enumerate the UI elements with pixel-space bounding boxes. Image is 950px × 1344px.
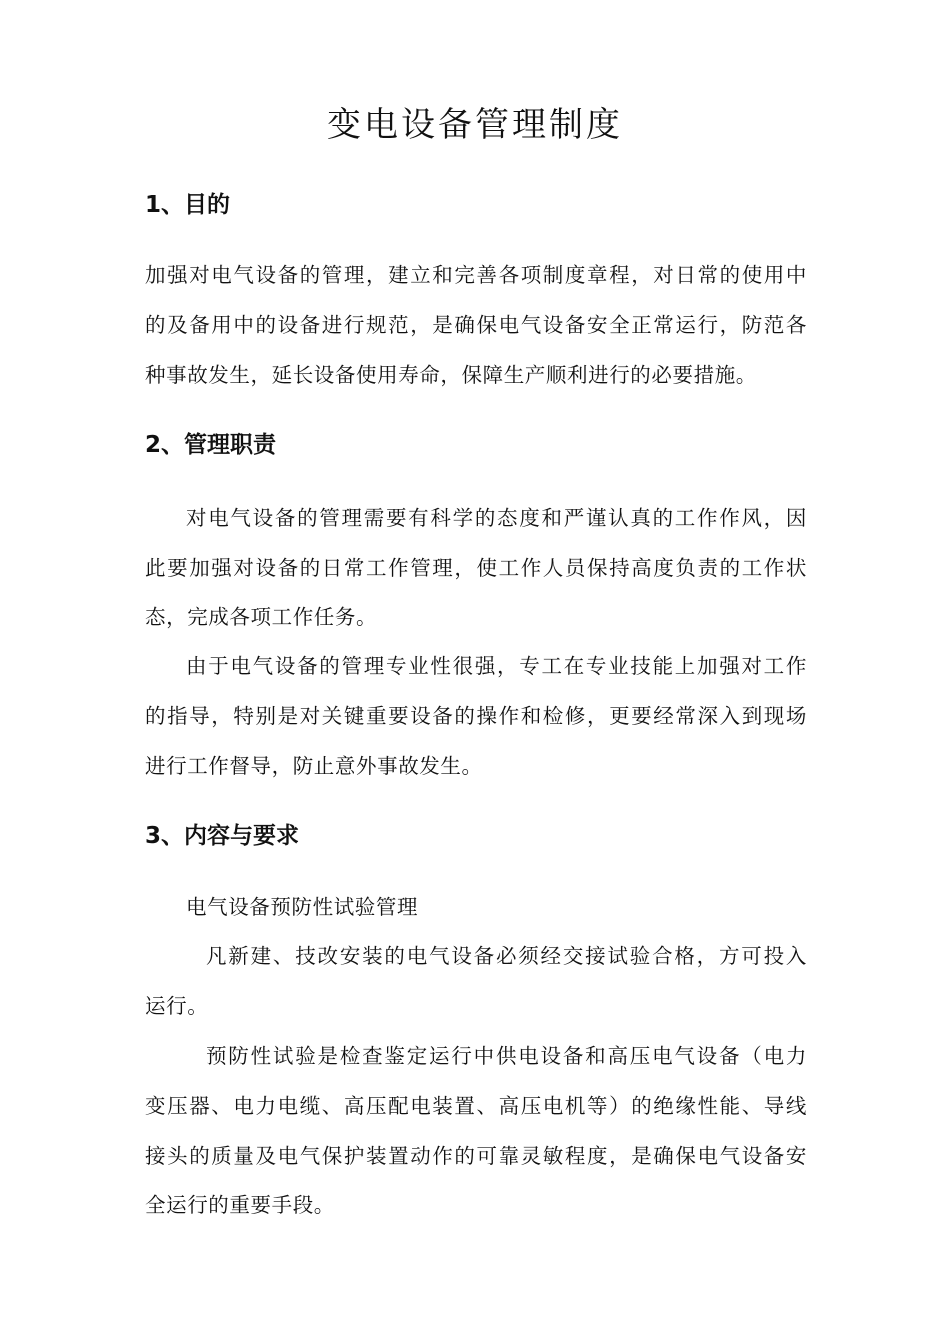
paragraph-line: 变压器、电力电缆、高压配电装置、高压电机等）的绝缘性能、导线 (145, 1094, 807, 1118)
paragraph-line: 接头的质量及电气保护装置动作的可靠灵敏程度，是确保电气设备安 (145, 1144, 807, 1168)
paragraph-line: 凡新建、技改安装的电气设备必须经交接试验合格，方可投入 (206, 944, 807, 968)
paragraph-line: 进行工作督导，防止意外事故发生。 (145, 754, 483, 778)
paragraph-line: 种事故发生，延长设备使用寿命，保障生产顺利进行的必要措施。 (145, 363, 757, 387)
paragraph-line: 由于电气设备的管理专业性很强，专工在专业技能上加强对工作 (186, 654, 807, 678)
document-title: 变电设备管理制度 (327, 105, 623, 145)
paragraph-line: 预防性试验是检查鉴定运行中供电设备和高压电气设备（电力 (206, 1044, 807, 1068)
paragraph-line: 全运行的重要手段。 (145, 1193, 335, 1217)
section-heading-purpose: 1、目的 (145, 192, 231, 218)
subsection-title: 电气设备预防性试验管理 (186, 895, 419, 919)
paragraph-line: 运行。 (145, 994, 209, 1018)
paragraph-line: 态，完成各项工作任务。 (145, 605, 378, 629)
paragraph-line: 的指导，特别是对关键重要设备的操作和检修，更要经常深入到现场 (145, 704, 807, 728)
paragraph-line: 的及备用中的设备进行规范，是确保电气设备安全正常运行，防范各 (145, 313, 807, 337)
paragraph-line: 加强对电气设备的管理，建立和完善各项制度章程，对日常的使用中 (145, 263, 807, 287)
paragraph-line: 此要加强对设备的日常工作管理，使工作人员保持高度负责的工作状 (145, 556, 807, 580)
paragraph-line: 对电气设备的管理需要有科学的态度和严谨认真的工作作风，因 (186, 506, 807, 530)
section-heading-responsibilities: 2、管理职责 (145, 432, 277, 458)
section-heading-content-requirements: 3、内容与要求 (145, 823, 300, 849)
